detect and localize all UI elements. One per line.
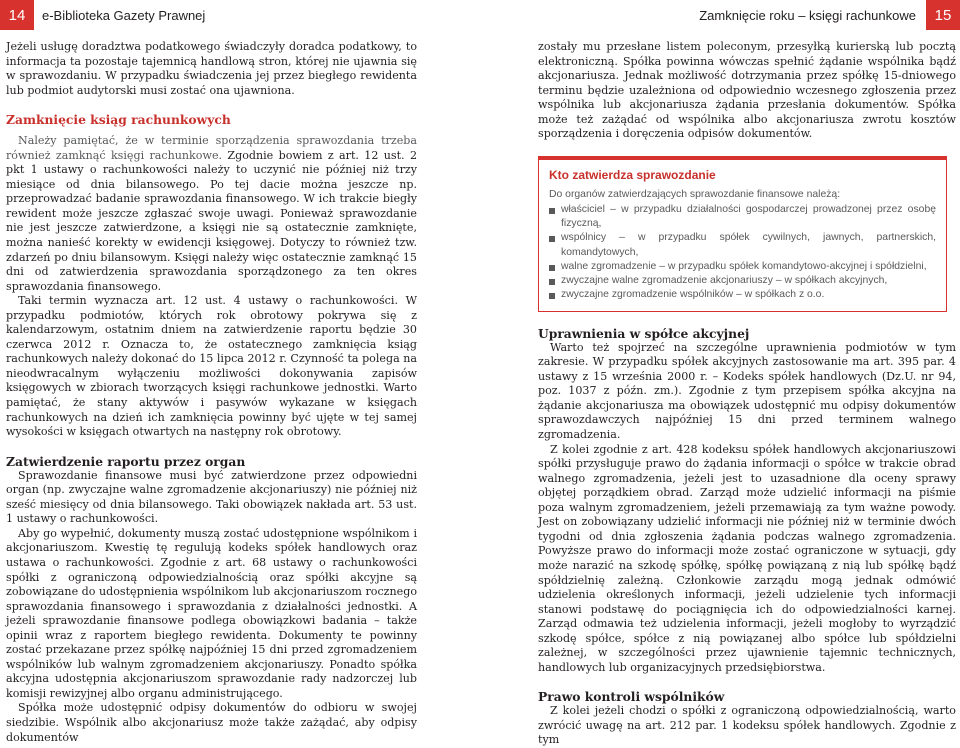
section2-paragraph1: Sprawozdanie finansowe musi być zatwierdzone przez odpowiedni organ (np. zwyczajne walne zgromadzenie akcjonariuszy) nie później niż sześć miesięcy od dnia bilansowego. Taki obowiązek nakłada art. 53 ust. 1 ustawy o rachunkowości. — [6, 468, 417, 526]
running-header-left: e-Biblioteka Gazety Prawnej — [42, 7, 206, 23]
list-item: walne zgromadzenie – w przypadku spółek komandytowo-akcyjnej i spółdzielni, — [549, 260, 936, 274]
section-heading-zamkniecie: Zamknięcie ksiąg rachunkowych — [6, 112, 231, 128]
list-item: zwyczajne zgromadzenie wspólników – w spółkach z o.o. — [549, 288, 936, 302]
list-item: wspólnicy – w przypadku spółek cywilnych, jawnych, partnerskich, komandytowych, — [549, 231, 936, 260]
list-item: właściciel – w przypadku działalności gospodarczej prowadzonej przez osobę fizyczną, — [549, 203, 936, 232]
right-column — [538, 40, 956, 747]
list-item: zwyczajne walne zgromadzenie akcjonariuszy – w spółkach akcyjnych, — [549, 274, 936, 288]
section1-paragraph1-tail: Zgodnie bowiem z art. 12 ust. 2 pkt 1 ustawy o rachunkowości należy to uczynić nie później niż trzy miesiące od dnia bilansowego. Po tej dacie można jeszcze np. przeprowadzać badanie sprawozdania finansowego. W ich trakcie biegły rewident może jeszcze zgłaszać swoje uwagi. Ponieważ sprawozdanie nie jest jeszcze zatwierdzone, a księgi nie są ostatecznie zamknięte, można nanieść korekty w ewidencji księgowej. Dotyczy to również tzw. zdarzeń po dniu bilansowym. Księgi należy więc ostatecznie zamknąć 15 dni od zatwierdzenia sprawozdania sporządzonego za ten okres sprawozdania finansowego. — [6, 148, 417, 293]
section-heading-prawo-kontroli: Prawo kontroli wspólników — [538, 689, 725, 705]
section3-paragraph2: Z kolei zgodnie z art. 428 kodeksu spółek handlowych akcjonariuszowi spółki przysługuje prawo do żądania informacji o spółce w trakcie obrad walnego zgromadzenia, jeżeli jest to uzasadnione dla oceny sprawy objętej porządkiem obrad. Zarząd może udzielić informacji na piśmie poza walnym zgromadzeniem, jeżeli przemawiają za tym ważne powody. Jest on zobowiązany udzielić informacji nie później niż w terminie dwóch tygodni od dnia zgłoszenia żądania podczas walnego zgromadzenia. Powyższe prawo do informacji może zostać ograniczone w sytuacji, gdy może narazić na szkodę spółkę, spółkę powiązaną z nią lub spółkę bądź spółdzielnię zależną. Członkowie zarządu mogą jednak odmówić udzielenia określonych informacji, jeżeli udzielenie tych informacji stanowi podstawę do pociągnięcia ich do odpowiedzialności karnej. Zarząd odmawia też udzielenia informacji, jeżeli mogłoby to wyrządzić szkodę spółce, spółce z nią powiązanej albo spółce lub spółdzielni zależnej, w szczególności przez ujawnienie tajemnic technicznych, handlowych lub organizacyjnych przedsiębiorstwa. — [538, 442, 956, 674]
continuation-paragraph: zostały mu przesłane listem poleconym, przesyłką kurierską lub pocztą elektroniczną. Spółka powinna wówczas spełnić żądanie wspólnika bądź akcjonariusza. Jednak możliwość dotrzymania przez spółkę 15-dniowego terminu będzie uzależniona od odpowiednio wczesnego zgłoszenia przez wspólnika lub akcjonariusza żądania przesłania dokumentów. Spółka może też zażądać od wspólnika albo akcjonariusza zwrotu kosztów sporządzenia i doręczenia odpisów dokumentów. — [538, 40, 956, 141]
intro-paragraph: Jeżeli usługę doradztwa podatkowego świadczyły doradca podatkowy, to informacja ta pozostaje tajemnicą handlową stron, której nie ujawnia się w sprawozdaniu. W przypadku świadczenia jej przez biegłego rewidenta lub podmiot audytorski musi zostać ona ujawniona. — [6, 40, 417, 97]
info-box-intro: Do organów zatwierdzających sprawozdanie finansowe należą: — [549, 189, 841, 201]
section1-paragraph2: Taki termin wyznacza art. 12 ust. 4 ustawy o rachunkowości. W przypadku podmiotów, których rok obrotowy pokrywa się z kalendarzowym, ostatnim dniem na zatwierdzenie raportu będzie 30 czerwca 2012 r. Oznacza to, że ostatecznego zamknięcia ksiąg rachunkowych należy dokonać do 15 lipca 2012 r. Czynność ta polega na nieodwracalnym wyłączeniu możliwości dokonywania zapisów księgowych w zbiorach tworzących księgi rachunkowe jednostki. Warto pamiętać, że stany aktywów i pasywów wykazane w księgach rachunkowych na dzień ich zamknięcia powinny być ujęte w tej samej wysokości w księgach otwartych na następny rok obrotowy. — [6, 294, 417, 439]
section3-paragraph1: Warto też spojrzeć na szczególne uprawnienia podmiotów w tym zakresie. W przypadku spółek akcyjnych zastosowanie ma art. 395 par. 4 ustawy z 15 września 2000 r. – Kodeks spółek handlowych (Dz.U. nr 94, poz. 1037 z późn. zm.). Zgodnie z tym przepisem spółka akcyjna na żądanie akcjonariusza ma obowiązek udostępnić mu odpisy dokumentów sprawozdawczych najpóźniej 15 dni przed terminem walnego zgromadzenia. — [538, 340, 956, 442]
page-number-right: 15 — [926, 0, 960, 30]
section1-paragraph1 — [6, 134, 417, 294]
page-number-left: 14 — [0, 0, 34, 30]
section4-paragraph1: Z kolei jeżeli chodzi o spółki z ograniczoną odpowiedzialnością, warto zwrócić uwagę na art. 212 par. 1 kodeksu spółek handlowych. Zgodnie z tym — [538, 704, 956, 747]
section-heading-zatwierdzenie: Zatwierdzenie raportu przez organ — [6, 453, 246, 469]
info-box-list — [549, 203, 936, 303]
section-heading-uprawnienia: Uprawnienia w spółce akcyjnej — [538, 325, 750, 341]
left-column — [6, 40, 417, 744]
info-box-title: Kto zatwierdza sprawozdanie — [549, 167, 716, 182]
info-box — [538, 156, 947, 312]
section2-paragraph3: Spółka może udostępnić odpisy dokumentów do odbioru w swojej siedzibie. Wspólnik albo akcjonariusz może także zażądać, aby odpisy dokumentów — [6, 701, 417, 744]
section2-paragraph2: Aby go wypełnić, dokumenty muszą zostać udostępnione wspólnikom i akcjonariuszom. Kwestię tę regulują kodeks spółek handlowych oraz ustawa o rachunkowości. Zgodnie z art. 68 ustawy o rachunkowości spółki z ograniczoną odpowiedzialnością oraz spółki akcyjne są zobowiązane do udostępnienia wspólnikom lub akcjonariuszom rocznego sprawozdania finansowego i sprawozdania z działalności jednostki. A jeżeli sprawozdanie finansowe podlega obowiązkowi badania – także opinii wraz z raportem biegłego rewidenta. Dokumenty te powinny zostać przekazane przez spółkę najpóźniej 15 dni przed zgromadzeniem wspólników lub walnym zgromadzeniem akcjonariuszy. Ponadto spółka akcyjna udostępnia akcjonariuszom sprawozdanie rady nadzorczej lub komisji rewizyjnej albo organu administrującego. — [6, 526, 417, 700]
highlighted-lead: Należy pamiętać, że w terminie sporządzenia sprawozdania trzeba również zamknąć księgi rachunkowe. — [6, 134, 417, 162]
running-header-right: Zamknięcie roku – księgi rachunkowe — [699, 7, 916, 23]
